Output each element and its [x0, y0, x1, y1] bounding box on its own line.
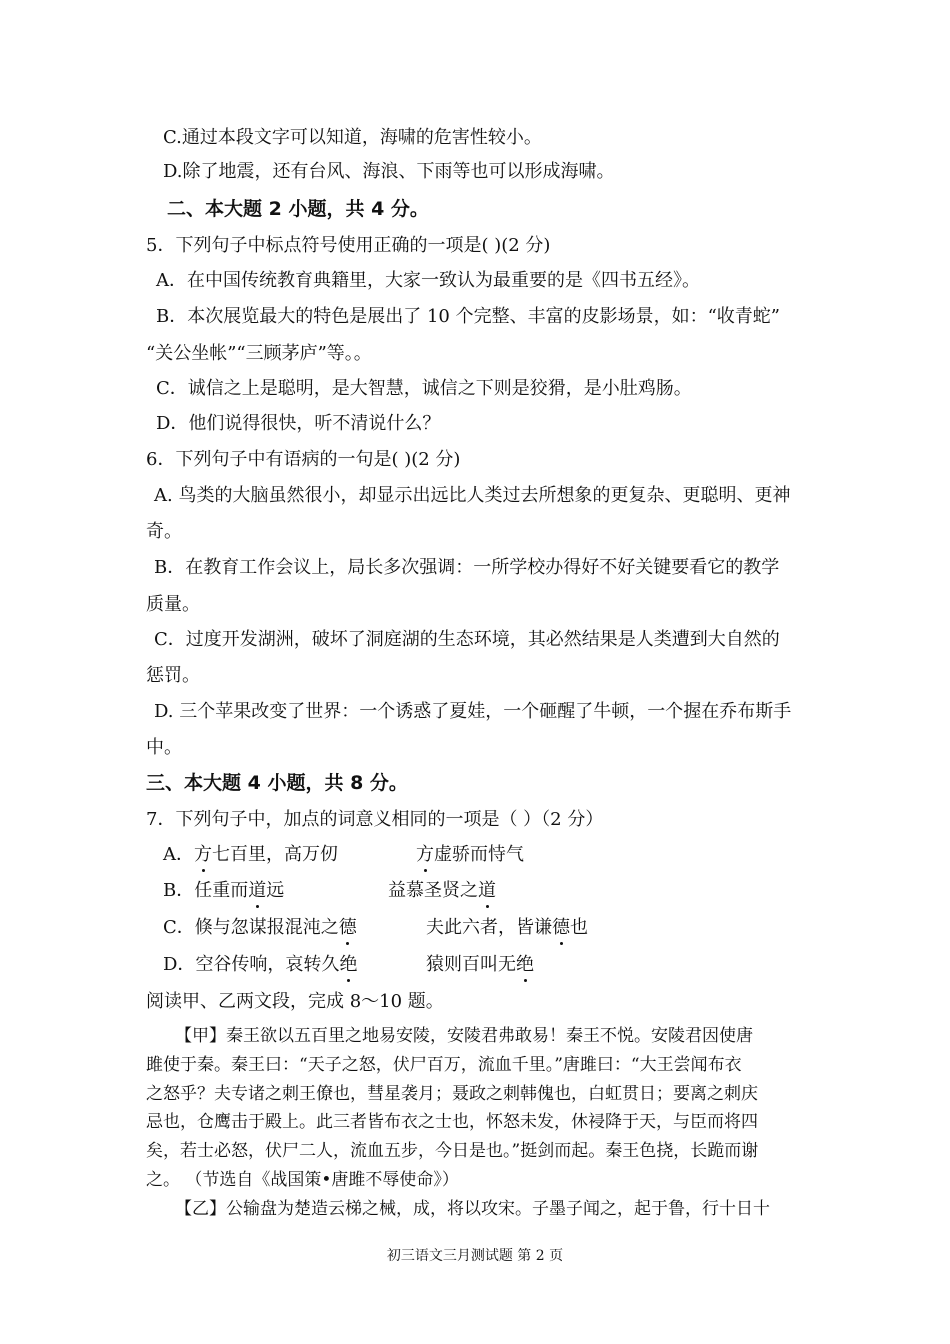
passage-yi-line: 【乙】公输盘为楚造云梯之械，成，将以攻宋。子墨子闻之，起于鲁，行十日十 — [175, 1199, 770, 1219]
phrase-2-post: 虚骄而恃气 — [434, 844, 524, 865]
dotted-word: 道 — [248, 880, 267, 901]
q7-stem: 7．下列句子中，加点的词意义相同的一项是（ ）（2 分） — [146, 809, 604, 830]
phrase-1-pre: 任重而 — [194, 880, 249, 901]
q5-option-b-line2: “关公坐帐”“三顾茅庐”等。。 — [146, 343, 372, 364]
q6-option-a-line1: A. 鸟类的大脑虽然很小，却显示出远比人类过去所想象的更复杂、更聪明、更神 — [154, 485, 791, 506]
q7-option-b — [163, 879, 284, 903]
dotted-word: 绝 — [516, 954, 534, 975]
passage-jia-line: 之怒乎？夫专诸之刺王僚也，彗星袭月；聂政之刺韩傀也，白虹贯日；要离之刺庆 — [146, 1084, 758, 1104]
q7-option-c-phrase-2 — [426, 916, 588, 940]
reading-intro: 阅读甲、乙两文段，完成 8～10 题。 — [146, 991, 444, 1012]
option-label: B． — [163, 880, 195, 901]
q6-stem: 6．下列句子中有语病的一句是( )(2 分) — [146, 449, 461, 470]
phrase-1-post: 远 — [266, 880, 285, 901]
phrase-2-pre: 益慕圣贤之 — [388, 880, 478, 901]
q5-option-a: A．在中国传统教育典籍里，大家一致认为最重要的是《四书五经》。 — [156, 270, 700, 291]
dotted-word: 绝 — [339, 954, 358, 975]
page-footer: 初三语文三月测试题 第 2 页 — [386, 1248, 564, 1264]
q6-option-b-line2: 质量。 — [146, 594, 200, 615]
dotted-word: 德 — [552, 917, 570, 938]
dotted-word: 方 — [194, 844, 212, 865]
option-label: C． — [163, 917, 195, 938]
dotted-word: 德 — [338, 917, 357, 938]
passage-jia-line: 矣，若士必怒，伏尸二人，流血五步，今日是也。”挺剑而起。秦王色挠，长跪而谢 — [146, 1141, 759, 1161]
q5-stem: 5．下列句子中标点符号使用正确的一项是( )(2 分) — [146, 235, 551, 256]
option-label: A． — [163, 844, 194, 865]
passage-jia-line: 忌也，仓鹰击于殿上。此三者皆布衣之士也，怀怒未发，休祲降于天，与臣而将四 — [146, 1112, 758, 1132]
q7-option-b-phrase-2 — [388, 879, 496, 903]
q7-option-d-phrase-2 — [426, 953, 534, 977]
q6-option-d-line2: 中。 — [146, 737, 182, 758]
q6-option-a-line2: 奇。 — [146, 521, 182, 542]
dotted-word: 方 — [416, 844, 434, 865]
passage-jia-line: 雎使于秦。秦王曰：“天子之怒，伏尸百万，流血千里。”唐雎曰：“大王尝闻布衣 — [146, 1055, 742, 1075]
q7-option-a-phrase-2 — [416, 843, 524, 867]
section3-heading: 三、本大题 4 小题，共 8 分。 — [146, 772, 408, 794]
passage-jia-source-line: 之。 （节选自《战国策•唐雎不辱使命》） — [146, 1170, 459, 1190]
q5-option-d: D．他们说得很快，听不清说什么？ — [156, 413, 441, 434]
passage-jia-line: 【甲】秦王欲以五百里之地易安陵，安陵君弗敢易！秦王不悦。安陵君因使唐 — [175, 1026, 753, 1046]
dotted-word: 道 — [478, 880, 496, 901]
phrase-1-pre: 倏与忽谋报混沌之 — [194, 917, 339, 938]
phrase-2-post: 也 — [570, 917, 588, 938]
q6-option-c-line2: 惩罚。 — [146, 665, 200, 686]
phrase-2-pre: 猿则百叫无 — [426, 954, 516, 975]
q4-option-c: C.通过本段文字可以知道，海啸的危害性较小。 — [163, 127, 542, 148]
option-label: D． — [163, 954, 196, 975]
q5-option-b-line1: B．本次展览最大的特色是展出了 10 个完整、丰富的皮影场景，如：“收青蛇” — [156, 306, 780, 327]
phrase-2-pre: 夫此六者，皆谦 — [426, 917, 552, 938]
q7-option-c — [163, 916, 357, 940]
q7-option-d — [163, 953, 357, 977]
section2-heading: 二、本大题 2 小题，共 4 分。 — [167, 198, 429, 220]
q6-option-b-line1: B．在教育工作会议上，局长多次强调：一所学校办得好不好关键要看它的教学 — [154, 557, 780, 578]
phrase-1-post: 七百里，高万仞 — [212, 844, 338, 865]
q6-option-d-line1: D. 三个苹果改变了世界：一个诱惑了夏娃，一个砸醒了牛顿，一个握在乔布斯手 — [154, 701, 792, 722]
q6-option-c-line1: C．过度开发湖洲，破坏了洞庭湖的生态环境，其必然结果是人类遭到大自然的 — [154, 629, 780, 650]
q5-option-c: C．诚信之上是聪明，是大智慧，诚信之下则是狡猾，是小肚鸡肠。 — [156, 378, 692, 399]
phrase-1-pre: 空谷传响，哀转久 — [195, 954, 340, 975]
q7-option-a — [163, 843, 338, 867]
q4-option-d: D.除了地震，还有台风、海浪、下雨等也可以形成海啸。 — [163, 161, 615, 182]
